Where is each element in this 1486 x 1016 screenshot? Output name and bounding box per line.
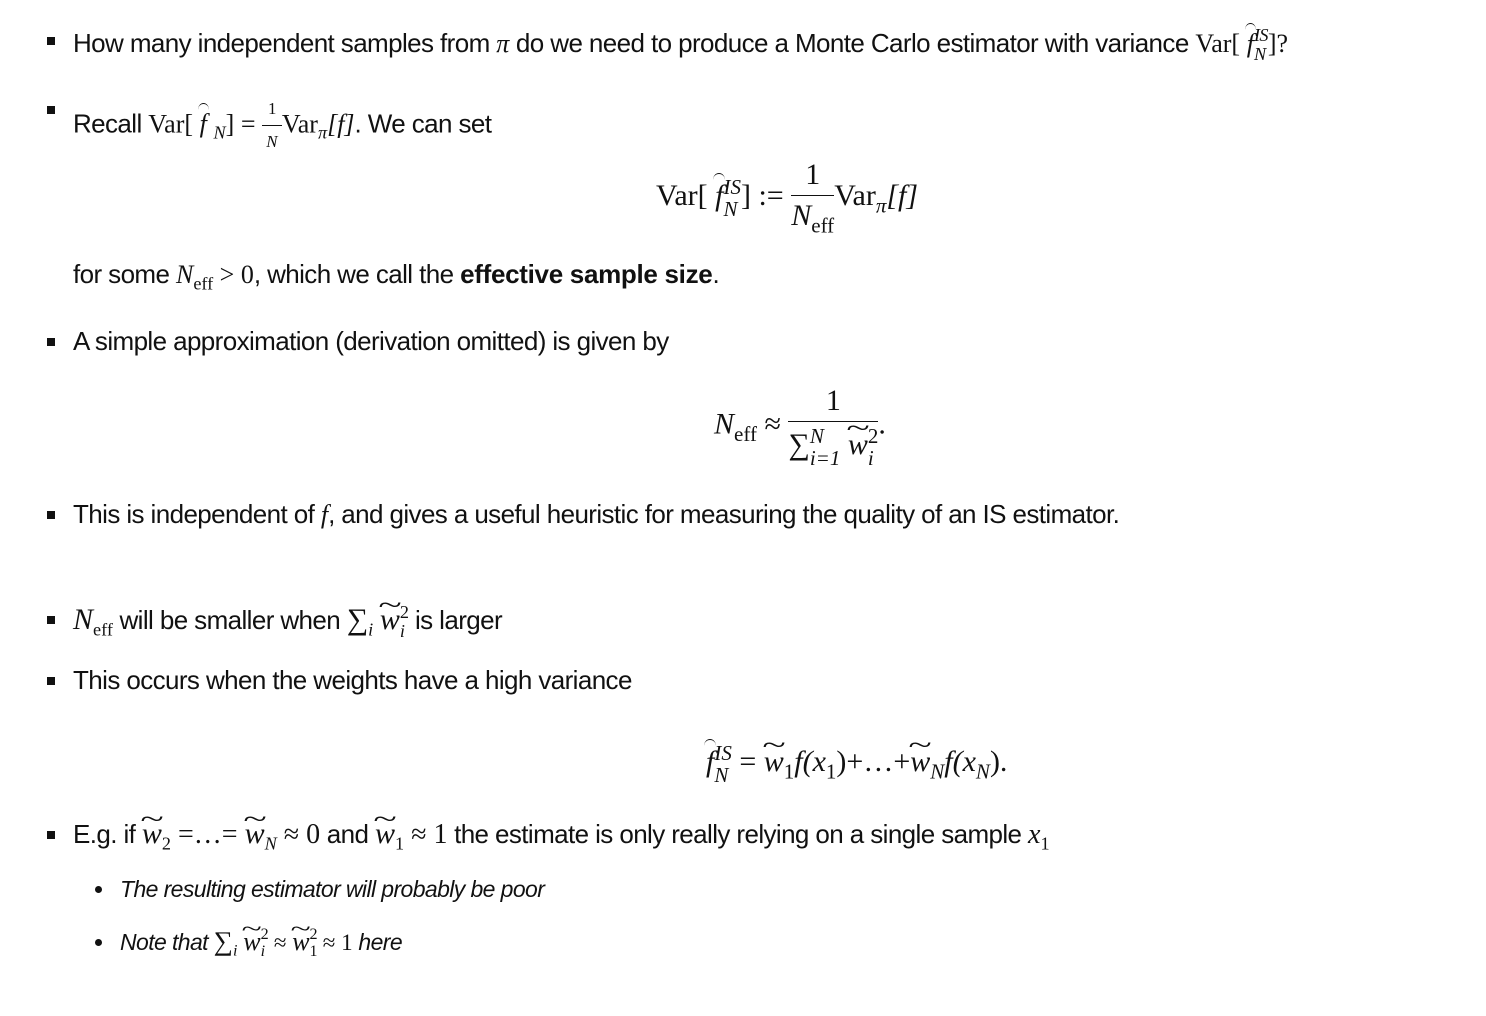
N: N [175, 260, 194, 289]
text: do we need to produce a Monte Carlo estimator with variance [509, 27, 1196, 58]
math-var: Var [834, 179, 876, 213]
sub-bullet-marker [95, 886, 102, 893]
sum-symbol: ∑ [213, 926, 233, 956]
numerator: 1 [825, 384, 841, 417]
approx-bullet [73, 326, 669, 356]
math-scripts [714, 742, 732, 786]
bullet-marker [47, 106, 55, 114]
numerator: 1 [268, 99, 276, 118]
fraction-bar [262, 125, 282, 126]
math-approx: ≈ 1 [316, 930, 353, 955]
math-approx: ≈ 1 [404, 819, 448, 850]
math-arg: [f] [327, 109, 355, 139]
w-tilde: ~ w [245, 819, 265, 849]
denominator [788, 425, 878, 469]
text: and [320, 819, 375, 849]
x: x [1028, 819, 1041, 850]
math-assign: ] := [740, 179, 784, 213]
term: f(x [944, 744, 976, 778]
w-tilde: ~ w [375, 819, 395, 849]
example-bullet [73, 819, 1050, 858]
text: , and gives a useful heuristic for measuring the quality of an IS estimator. [328, 499, 1120, 529]
equation-is-estimator [706, 742, 1007, 786]
math-var: Var[ [148, 109, 194, 139]
sub: 2 [161, 833, 172, 854]
text: This is independent of [73, 499, 321, 529]
sup: 2 [867, 424, 879, 448]
sub: eff [93, 619, 113, 640]
sup: IS [1253, 25, 1268, 45]
sup: IS [714, 741, 732, 765]
math-approx: ≈ [268, 930, 293, 955]
math-approx: ≈ 0 [276, 819, 321, 850]
math-var: Var [281, 109, 318, 139]
N: N [73, 602, 94, 636]
N: N [791, 199, 812, 232]
math-var: Var[ [1195, 28, 1241, 58]
sub: 1 [825, 759, 837, 784]
math-eq: ] = [225, 109, 262, 139]
sub: eff [193, 273, 214, 294]
text: is larger [408, 604, 503, 635]
sub: π [317, 122, 328, 143]
sub: N [213, 122, 226, 143]
math-close: ]? [1267, 28, 1289, 58]
smaller-bullet [73, 603, 502, 644]
recall-bullet [73, 94, 491, 157]
sub-bullet-poor [120, 875, 544, 903]
sup: IS [723, 175, 741, 200]
math-eq: =…= [171, 819, 245, 850]
fraction [791, 158, 834, 238]
pi-symbol: π [496, 28, 510, 58]
f-hat: f [1246, 28, 1254, 58]
sub: 1 [1040, 833, 1050, 854]
math-dots: )+…+ [836, 744, 911, 778]
sup: 2 [309, 926, 317, 944]
sub: i [368, 619, 374, 640]
sub-bullet-marker [95, 939, 102, 946]
sub: i [260, 942, 265, 960]
sup: N [809, 424, 824, 448]
equation-variance-ess [656, 158, 918, 238]
text: Note that [120, 929, 214, 955]
w-tilde: ~ w [243, 928, 260, 956]
sub: N [975, 759, 990, 784]
f: f [320, 500, 329, 529]
sub: N [723, 197, 738, 222]
f-hat: f [706, 744, 715, 778]
text: will be smaller when [112, 604, 347, 635]
text: . We can set [354, 108, 492, 139]
bullet-marker [47, 37, 55, 45]
ess-definition [73, 259, 719, 298]
sub: eff [734, 421, 757, 446]
text: The resulting estimator will probably be poor [120, 876, 545, 902]
math-var: Var[ [656, 179, 708, 213]
w-tilde: ~ w [910, 745, 930, 779]
bullet-marker [47, 616, 55, 624]
denominator: N [266, 132, 278, 151]
N: N [714, 407, 735, 441]
text: for some [73, 259, 176, 289]
question-bullet [73, 26, 1288, 64]
independent-bullet [73, 499, 1119, 530]
text: E.g. if [73, 819, 142, 849]
w-tilde: ~ w [142, 819, 162, 849]
sub: π [875, 193, 887, 218]
sub: N [930, 759, 945, 784]
text: , which we call the [253, 259, 461, 289]
text: here [352, 929, 403, 955]
f-hat: f [715, 179, 724, 213]
sub: eff [811, 213, 835, 238]
text: . [712, 259, 720, 289]
text: How many independent samples from [73, 27, 497, 58]
fraction [262, 94, 282, 157]
bullet-marker [47, 831, 55, 839]
sub: 1 [783, 759, 795, 784]
denominator [791, 199, 834, 238]
sub: i [232, 942, 238, 960]
sub: N [1253, 44, 1266, 65]
math-scripts [810, 425, 841, 469]
text: Recall [73, 108, 149, 139]
bold-term: effective sample size [460, 259, 713, 289]
text: the estimate is only really relying on a single sample [447, 819, 1029, 849]
sub-bullet-note [120, 927, 402, 966]
sub: N [264, 833, 277, 854]
w-tilde: ~ w [292, 928, 309, 956]
sup: 2 [260, 926, 269, 944]
math-end: ). [989, 744, 1008, 778]
w-tilde: ~ w [848, 428, 868, 462]
math-scripts [723, 176, 741, 220]
sup: 2 [399, 602, 409, 622]
sub: i [867, 446, 874, 471]
math-eq: = [731, 744, 764, 778]
math-scripts [1254, 26, 1268, 64]
sub: i=1 [809, 446, 841, 471]
math-arg: [f] [886, 179, 919, 213]
sub: 1 [394, 833, 405, 854]
variance-bullet [73, 665, 632, 695]
fraction-bar [791, 195, 834, 196]
fraction [788, 384, 878, 469]
w-tilde: ~ w [764, 745, 784, 779]
sub: 1 [309, 942, 317, 960]
text: A simple approximation (derivation omitted) is given by [73, 326, 669, 356]
sum-symbol: ∑ [788, 427, 810, 461]
sub: i [399, 621, 405, 642]
equation-ess-approx [714, 384, 886, 469]
math-gt: > 0 [213, 260, 254, 289]
period: . [878, 407, 886, 441]
sum-symbol: ∑ [346, 602, 369, 636]
numerator: 1 [805, 158, 821, 191]
bullet-marker [47, 338, 55, 346]
f-hat: f [199, 109, 207, 139]
term: f(x [794, 744, 826, 778]
bullet-marker [47, 677, 55, 685]
text: This occurs when the weights have a high variance [73, 665, 632, 695]
w-tilde: ~ w [380, 605, 400, 635]
bullet-marker [47, 511, 55, 519]
math-approx: ≈ [764, 407, 781, 441]
sub: N [714, 763, 729, 788]
